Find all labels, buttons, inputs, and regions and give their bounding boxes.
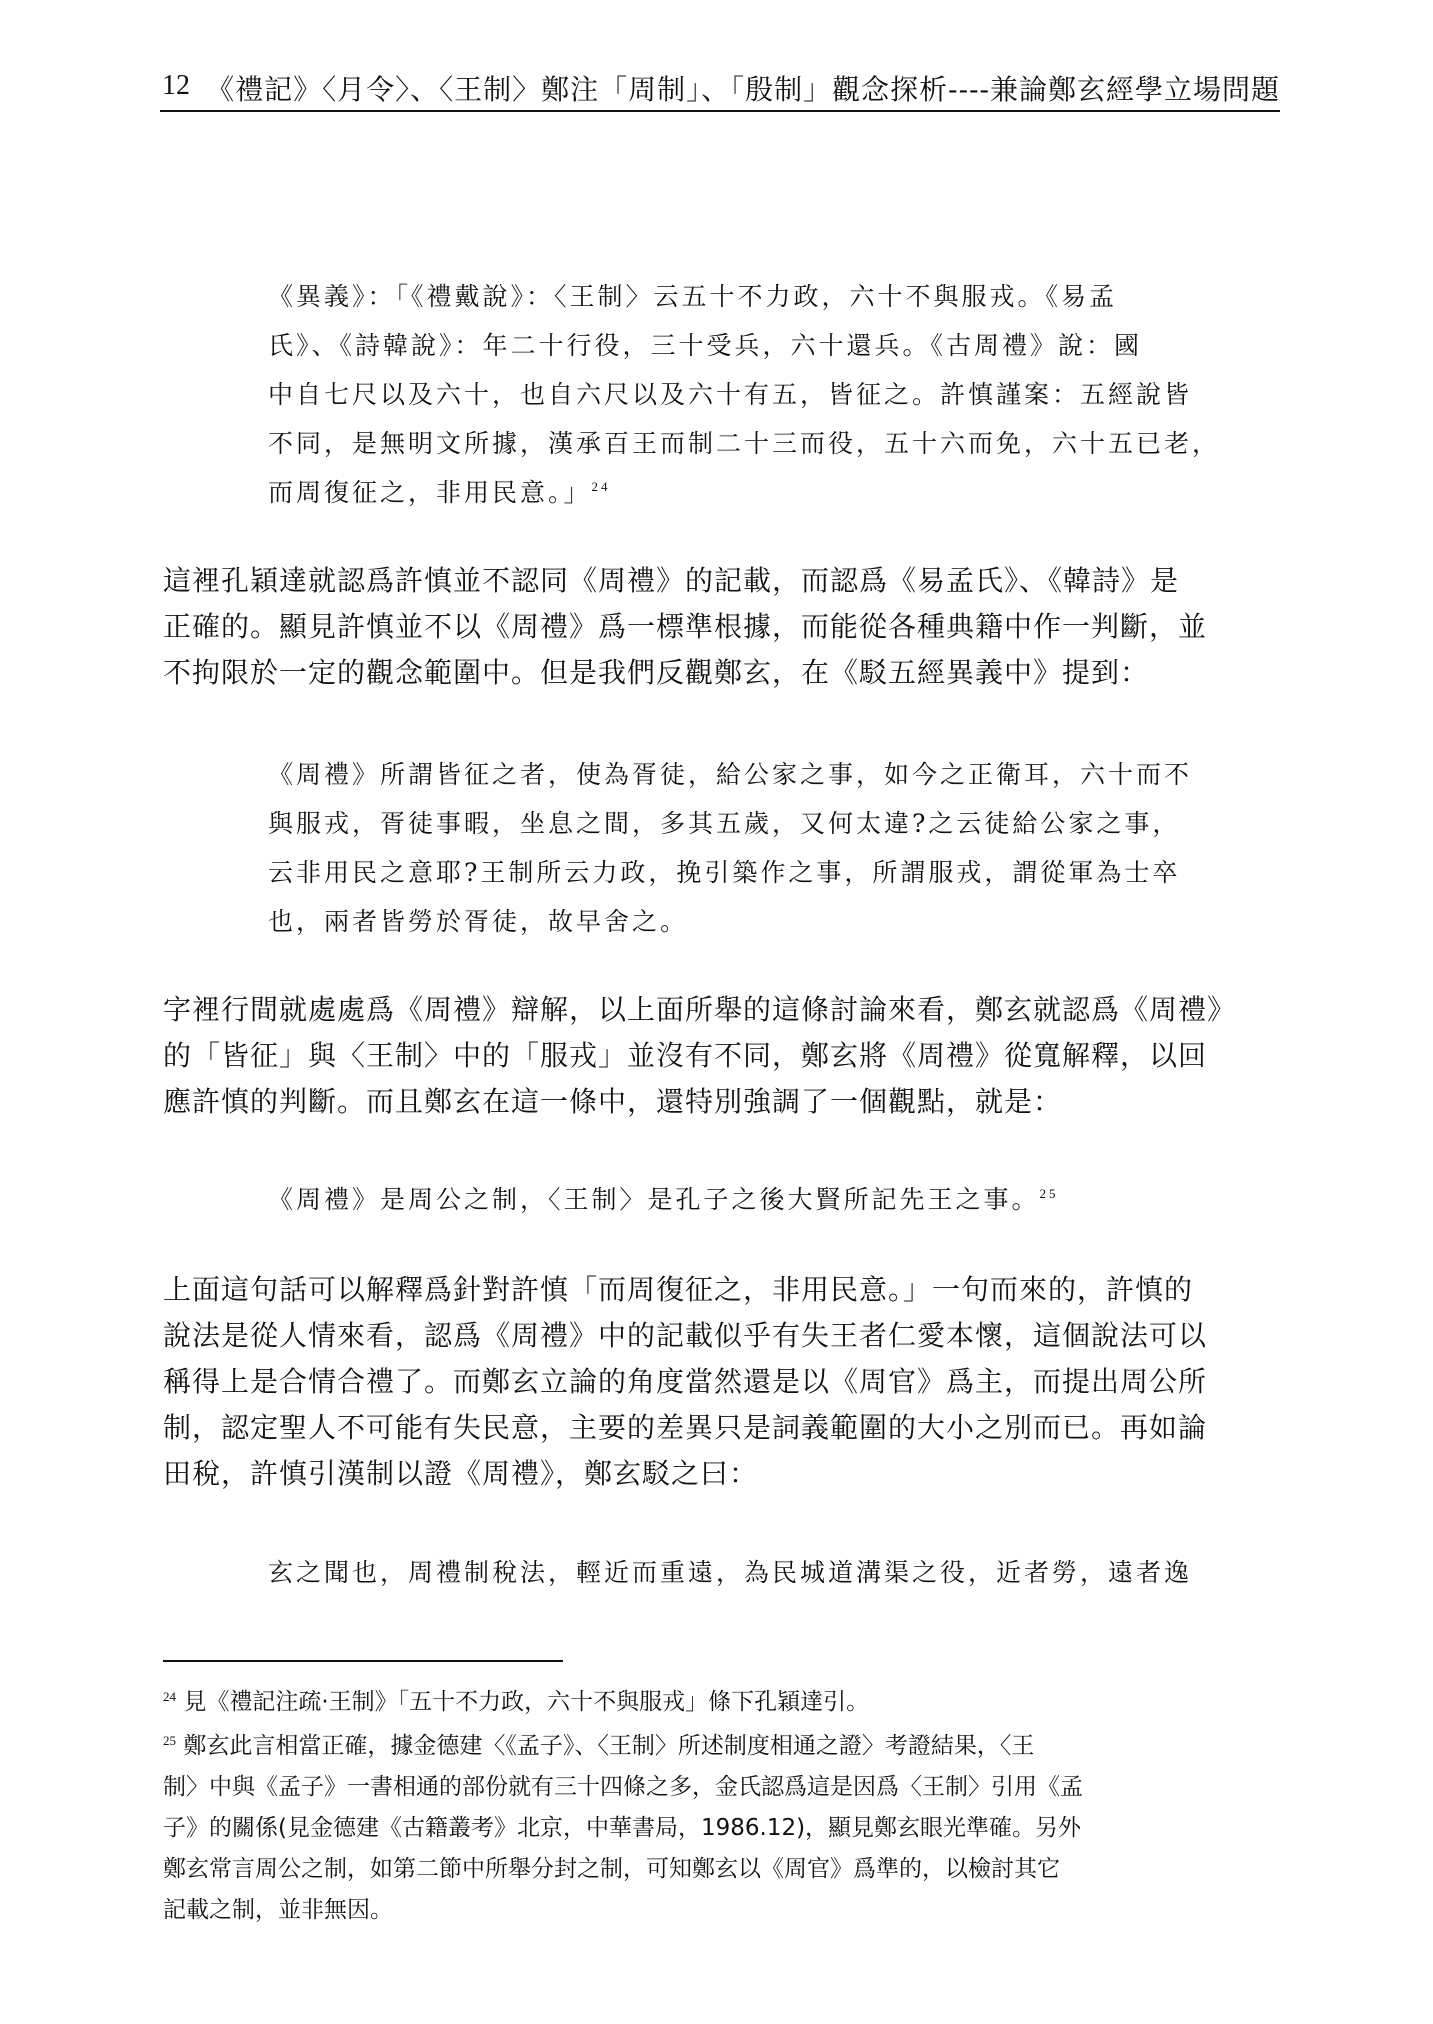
quote-text: 《周禮》是周公之制，〈王制〉是孔子之後大賢所記先王之事。 — [268, 1185, 1040, 1214]
footnote-ref: 25 — [1039, 1186, 1059, 1201]
running-title: 《禮記》〈月令〉、〈王制〉鄭注「周制」、「殷制」觀念探析----兼論鄭玄經學立場問題 — [206, 73, 1280, 106]
paragraph-2 — [163, 987, 1283, 1125]
quote-line: 玄之聞也，周禮制稅法，輕近而重遠，為民城道溝渠之役，近者勞，遠者逸 — [268, 1558, 1193, 1587]
paragraph-line: 的「皆征」與〈王制〉中的「服戎」並沒有不同，鄭玄將《周禮》從寬解釋，以回 — [163, 1039, 1208, 1072]
paragraph-line: 應許慎的判斷。而且鄭玄在這一條中，還特別強調了一個觀點，就是： — [163, 1085, 1063, 1118]
footnote-text: 見《禮記注疏·王制》「五十不力政，六十不與服戎」條下孔穎達引。 — [183, 1689, 870, 1715]
footnote-line — [163, 1682, 1283, 1723]
footnote-line — [163, 1726, 1283, 1767]
quote-text: 而周復征之，非用民意。」 — [268, 478, 592, 507]
paragraph-line: 說法是從人情來看，認爲《周禮》中的記載似乎有失王者仁愛本懷，這個說法可以 — [163, 1319, 1208, 1352]
block-quote-4 — [268, 1548, 1278, 1597]
page-header — [160, 60, 1280, 112]
block-quote-3 — [268, 1175, 1278, 1224]
paragraph-line: 田稅，許慎引漢制以證《周禮》，鄭玄駁之曰： — [163, 1457, 759, 1490]
quote-line: 《周禮》所謂皆征之者，使為胥徒，給公家之事，如今之正衛耳，六十而不 — [268, 760, 1193, 789]
footnote-line: 子》的關係(見金德建《古籍叢考》北京，中華書局，1986.12)，顯見鄭玄眼光準確。另外 — [163, 1815, 1082, 1841]
quote-line — [268, 1175, 1278, 1224]
footnote-ref: 24 — [591, 479, 611, 494]
quote-line: 云非用民之意耶?王制所云力政，挽引築作之事，所謂服戎，謂從軍為士卒 — [268, 858, 1181, 887]
footnote-mark: 24 — [163, 1689, 176, 1704]
footnote-line: 記載之制，並非無因。 — [163, 1897, 393, 1923]
block-quote-2 — [268, 750, 1278, 946]
footnote-24 — [163, 1682, 1283, 1723]
quote-line: 不同，是無明文所據，漢承百王而制二十三而役，五十六而免，六十五已老， — [268, 429, 1221, 458]
quote-line: 與服戎，胥徒事暇，坐息之間，多其五歲，又何太違?之云徒給公家之事， — [268, 809, 1181, 838]
footnote-line: 制〉中與《孟子》一書相通的部份就有三十四條之多，金氏認爲這是因爲〈王制〉引用《孟 — [163, 1774, 1083, 1800]
paragraph-1 — [163, 558, 1283, 696]
paragraph-line: 上面這句話可以解釋爲針對許慎「而周復征之，非用民意。」一句而來的，許慎的 — [163, 1273, 1194, 1306]
paragraph-line: 不拘限於一定的觀念範圍中。但是我們反觀鄭玄，在《駁五經異義中》提到： — [163, 656, 1150, 689]
paragraph-line: 這裡孔穎達就認爲許慎並不認同《周禮》的記載，而認爲《易孟氏》、《韓詩》是 — [163, 564, 1180, 597]
footnote-mark: 25 — [163, 1733, 176, 1748]
quote-line — [268, 468, 1278, 517]
paragraph-line: 制，認定聖人不可能有失民意，主要的差異只是詞義範圍的大小之別而已。再如論 — [163, 1411, 1208, 1444]
paragraph-3 — [163, 1267, 1283, 1497]
quote-line: 也，兩者皆勞於胥徒，故早舍之。 — [268, 907, 689, 936]
quote-line: 《異義》：「《禮戴說》：〈王制〉云五十不力政，六十不與服戎。《易孟 — [268, 282, 1118, 311]
footnote-line: 鄭玄常言周公之制，如第二節中所舉分封之制，可知鄭玄以《周官》爲準的，以檢討其它 — [163, 1856, 1060, 1882]
block-quote-1 — [268, 272, 1278, 517]
footnote-text: 鄭玄此言相當正確，據金德建〈《孟子》、〈王制〉所述制度相通之證〉考證結果，〈王 — [183, 1733, 1035, 1759]
quote-line: 氏》、《詩韓說》：年二十行役，三十受兵，六十還兵。《古周禮》說：國 — [268, 331, 1143, 360]
page-number: 12 — [162, 70, 190, 101]
quote-line: 中自七尺以及六十，也自六尺以及六十有五，皆征之。許慎謹案：五經說皆 — [268, 380, 1193, 409]
paragraph-line: 字裡行間就處處爲《周禮》辯解，以上面所舉的這條討論來看，鄭玄就認爲《周禮》 — [163, 993, 1237, 1026]
paragraph-line: 稱得上是合情合禮了。而鄭玄立論的角度當然還是以《周官》爲主，而提出周公所 — [163, 1365, 1208, 1398]
footnote-25 — [163, 1726, 1283, 1931]
footnote-divider — [163, 1660, 563, 1662]
paragraph-line: 正確的。顯見許慎並不以《周禮》爲一標準根據，而能從各種典籍中作一判斷，並 — [163, 610, 1208, 643]
